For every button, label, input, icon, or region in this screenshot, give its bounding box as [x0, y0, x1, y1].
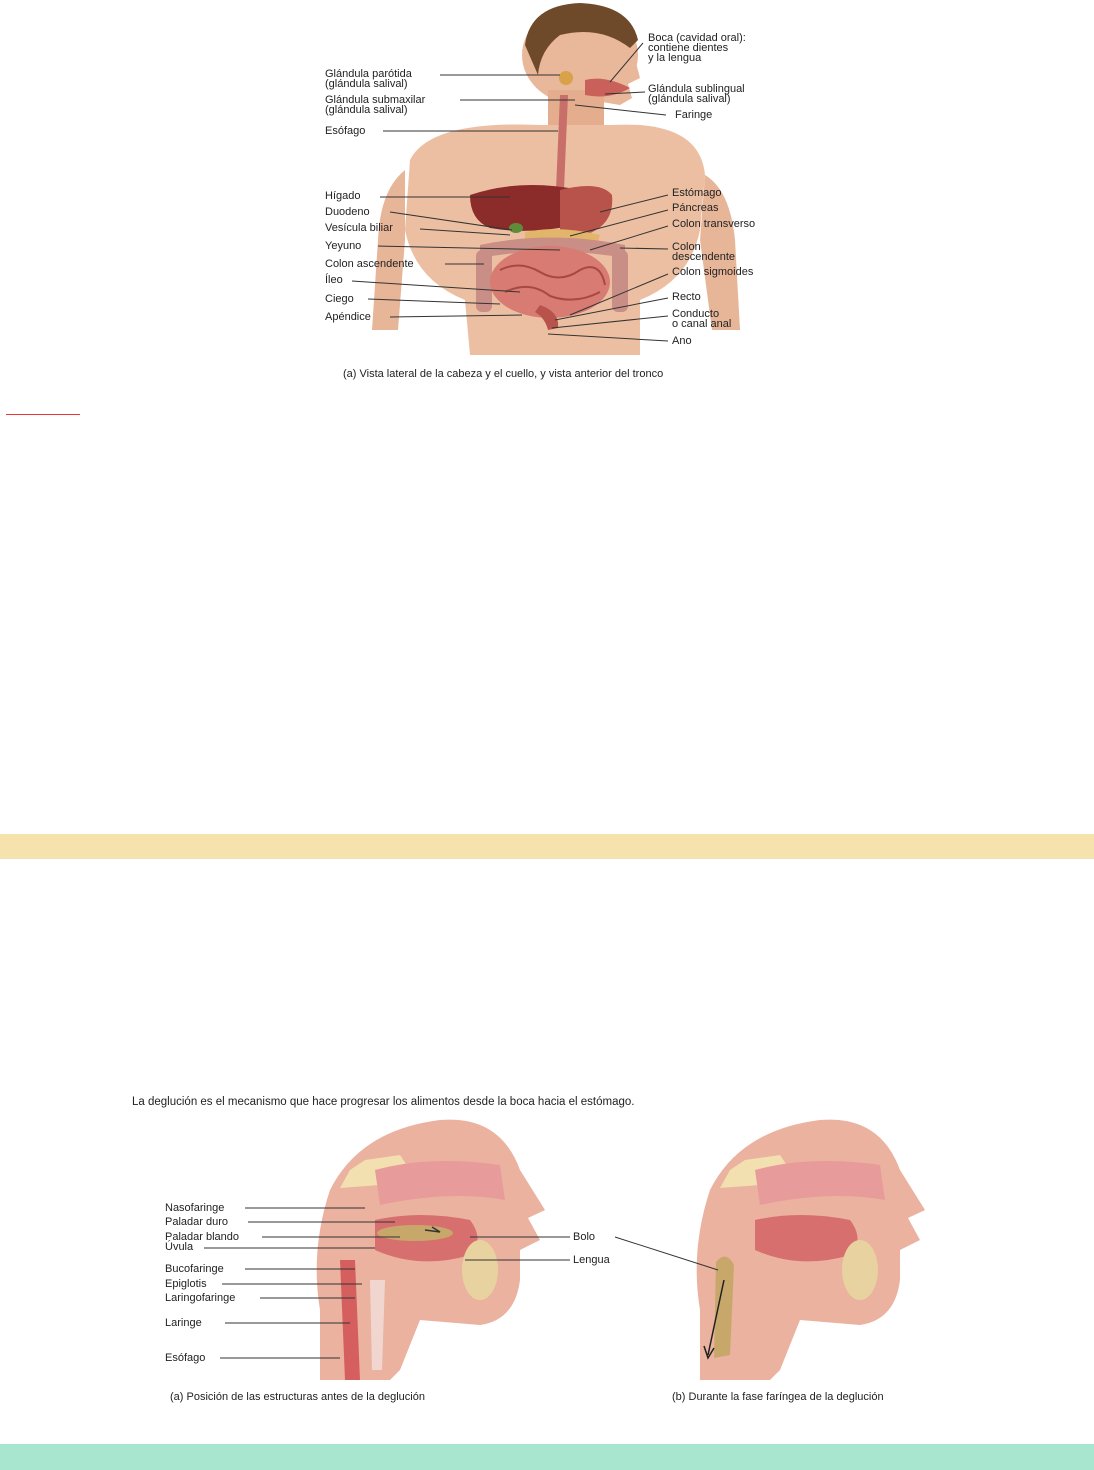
label-uvula: Úvula [165, 1241, 194, 1253]
label-bolo: Bolo [573, 1231, 596, 1243]
label-paladar-blando: Paladar blando [165, 1231, 240, 1243]
label-bucofaringe: Bucofaringe [165, 1263, 224, 1275]
label-ileo: Íleo [325, 274, 343, 286]
label-lengua: Lengua [573, 1254, 610, 1266]
label-pancreas: Páncreas [672, 202, 719, 214]
label-epiglotis: Epiglotis [165, 1278, 207, 1290]
label-laringe: Laringe [165, 1317, 202, 1329]
label-colon-ascendente: Colon ascendente [325, 258, 414, 270]
label-conducto-anal: Conducto o canal anal [672, 308, 732, 330]
label-colon-descendente: Colon descendente [672, 241, 735, 263]
label-sublingual: Glándula sublingual (glándula salival) [648, 83, 745, 105]
label-faringe: Faringe [675, 109, 713, 121]
label-vesicula: Vesícula biliar [325, 222, 393, 234]
label-estomago: Estómago [672, 187, 722, 199]
digestive-illustration [0, 0, 1094, 390]
caption-b: (b) Durante la fase faríngea de la deglución [672, 1391, 884, 1403]
label-ano: Ano [672, 335, 692, 347]
label-esofago-2: Esófago [165, 1352, 206, 1364]
caption-a: (a) Posición de las estructuras antes de la deglución [170, 1391, 425, 1403]
label-paladar-duro: Paladar duro [165, 1216, 228, 1228]
label-submaxilar: Glándula submaxilar (glándula salival) [325, 94, 426, 116]
label-recto: Recto [672, 291, 701, 303]
top-separator-band [0, 834, 1094, 859]
label-apendice: Apéndice [325, 311, 371, 323]
label-duodeno: Duodeno [325, 206, 370, 218]
label-colon-sigmoides: Colon sigmoides [672, 266, 754, 278]
label-esofago: Esófago [325, 125, 366, 137]
swallowing-illustration [0, 1110, 1094, 1410]
swallowing-intro-text: La deglución es el mecanismo que hace progresar los alimentos desde la boca hacia el estómago. [132, 1096, 635, 1108]
label-yeyuno: Yeyuno [325, 240, 362, 252]
label-boca: Boca (cavidad oral): contiene dientes y la lengua [648, 32, 746, 64]
label-nasofaringe: Nasofaringe [165, 1202, 225, 1214]
bottom-separator-band [0, 1444, 1094, 1470]
red-underline-mark [6, 414, 80, 415]
label-parotida: Glándula parótida (glándula salival) [325, 68, 412, 90]
label-higado: Hígado [325, 190, 361, 202]
swallowing-figure [0, 1110, 1094, 1410]
digestive-system-figure [0, 0, 1094, 390]
label-laringofaringe: Laringofaringe [165, 1292, 236, 1304]
label-ciego: Ciego [325, 293, 354, 305]
figure1-caption: (a) Vista lateral de la cabeza y el cuello, y vista anterior del tronco [343, 368, 664, 380]
label-colon-transverso: Colon transverso [672, 218, 756, 230]
